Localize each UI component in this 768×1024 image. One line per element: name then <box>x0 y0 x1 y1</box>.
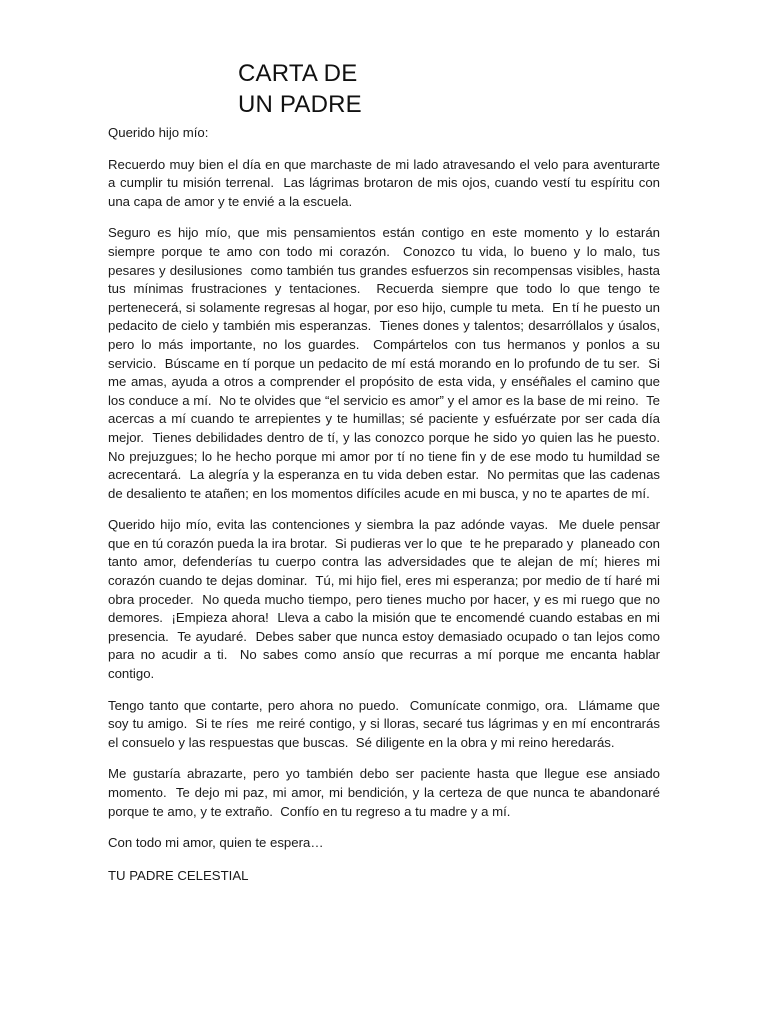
letter-paragraph-5: Me gustaría abrazarte, pero yo también debo ser paciente hasta que llegue ese ansiado momento. Te dejo mi paz, mi amor, mi bendición, y la certeza de que nunca te abandonaré porque te amo, y te extraño. Confío en tu regreso a tu madre y a mí. <box>108 766 664 819</box>
page-title <box>238 58 362 120</box>
letter-greeting: Querido hijo mío: <box>108 125 209 140</box>
letter-body <box>108 124 668 898</box>
title-line-1: CARTA DE <box>238 60 358 87</box>
letter-closing: Con todo mi amor, quien te espera… <box>108 835 324 851</box>
letter-paragraph-2: Seguro es hijo mío, que mis pensamientos están contigo en este momento y lo estarán siempre porque te amo con todo mi corazón. Conozco tu vida, lo bueno y lo malo, tus pesares y desilusiones como también tus grandes esfuerzos sin recompensas visibles, hasta tus mínimas frustraciones y tentaciones. Recuerda siempre que todo lo que tengo te pertenecerá, si solamente regresas al hogar, por eso hijo, cumple tu meta. En tí he puesto un pedacito de cielo y también mis esperanzas. Tienes dones y talentos; desarróllalos y úsalos, pero lo más importante, no los guardes. Compártelos con tus hermanos y ponlos a su servicio. Búscame en tí porque un pedacito de mí está morando en lo profundo de tu ser. Si me amas, ayuda a otros a comprender el propósito de esta vida, y enséñales el camino que los conduce a mí. No te olvides que “el servicio es amor” y el amor es la base de mi reino. Te acercas a mí cuando te arrepientes y te humillas; sé paciente y esfuérzate por ser cada día mejor. Tienes debilidades dentro de tí, y las conozco porque he sido yo quien las he puesto. No prejuzgues; lo he hecho porque mi amor por tí no tiene fin y de ese modo tu humildad se acrecentará. La alegría y la esperanza en tu vida deben estar. No permitas que las cadenas de desaliento te atañen; en los momentos difíciles acude en mi busca, y no te apartes de mí. <box>108 225 668 501</box>
letter-paragraph-3: Querido hijo mío, evita las contenciones y siembra la paz adónde vayas. Me duele pensar que en tú corazón pueda la ira brotar. Si pudieras ver lo que te he preparado y planeado con tanto amor, defenderías tu cuerpo contra las adversidades que te alejan de mí; hieres mi corazón cuando te dejas dominar. Tú, mi hijo fiel, eres mi esperanza; por medio de tí haré mi obra proceder. No queda mucho tiempo, pero tienes mucho por hacer, y es mi ruego que no demores. ¡Empieza ahora! Lleva a cabo la misión que te encomendé cuando estabas en mi presencia. Te ayudaré. Debes saber que nunca estoy demasiado ocupado o tan lejos como para no acudir a ti. No sabes como ansío que recurras a mí porque me encanta hablar contigo. <box>108 517 664 682</box>
letter-paragraph-4: Tengo tanto que contarte, pero ahora no puedo. Comunícate conmigo, ora. Llámame que soy tu amigo. Si te ríes me reiré contigo, y si lloras, secaré tus lágrimas y en mí encontrarás el consuelo y las respuestas que buscas. Sé diligente en la obra y mi reino heredarás. <box>108 697 664 750</box>
title-line-2: UN PADRE <box>238 91 362 118</box>
letter-paragraph-1: Recuerdo muy bien el día en que marchaste de mi lado atravesando el velo para aventurarte a cumplir tu misión terrenal. Las lágrimas brotaron de mis ojos, cuando vestí tu espíritu con una capa de amor y te envié a la escuela. <box>108 156 664 209</box>
letter-signature: TU PADRE CELESTIAL <box>108 867 249 883</box>
